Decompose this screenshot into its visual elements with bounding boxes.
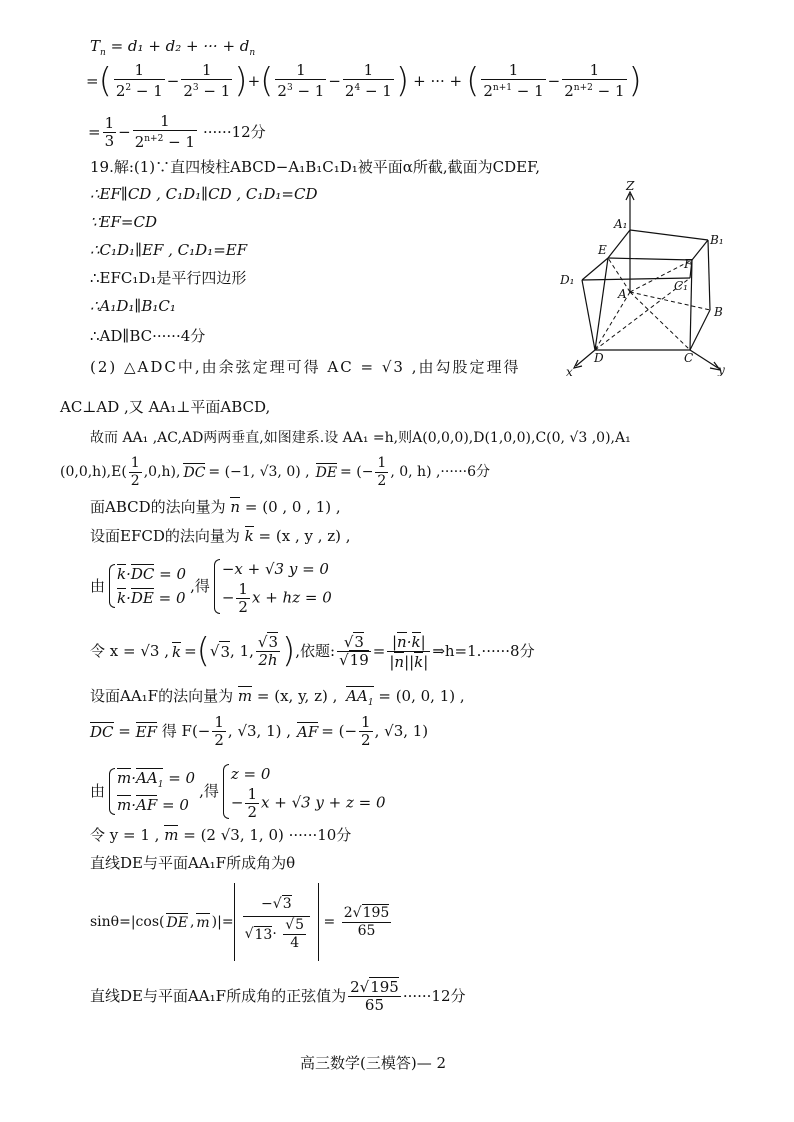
normal-aa1f: 设面AA₁F的法向量为 m = (x, y, z) , $AA_1 = (0$, 0, 1) , [90,686,465,711]
system-1: 由 k·DC = 0 k·DE = 0 ,得 −x + √3 y = 0 − $\frac{1}{2}$ x + hz = 0 [90,558,332,614]
final-result-label: 直线DE与平面AA₁F所成角的正弦值为 [90,987,347,1005]
system-2-prefix: 由 [90,782,106,800]
sine-post: )|= [211,914,234,930]
vector-aa1-value: = (0, 0, 1) , [378,687,465,705]
label-f: F [684,257,693,271]
sum-lhs: T [90,37,101,55]
sum-result-marker: ······12分 [202,123,266,141]
system-1-eq2: x + hz = 0 [251,588,332,606]
sine-computation: sinθ=|cos( DE , m )|= −√3 √ 13 · $\frac{√5}{4}$ = $\frac{2√195}{65}$ [90,880,393,964]
label-b: B [714,305,723,319]
normal-efcd-label: 设面EFCD的法向量为 [90,527,240,545]
label-y: y [718,363,725,376]
label-z: Z [626,180,635,193]
normal-abcd-value: = (0 , 0 , 1) , [244,498,341,516]
q19-line1: ∴EF∥CD , C₁D₁∥CD , C₁D₁=CD [90,185,318,203]
solve-m: 令 y = 1 , m = (2 √3, 1, 0) ······10分 [90,826,352,844]
q19-header: 19.解:(1)∵直四棱柱ABCD−A₁B₁C₁D₁被平面α所截,截面为CDEF, [90,158,540,176]
normal-aa1f-label: 设面AA₁F的法向量为 [90,687,234,705]
q19-line6: ∴AD∥BC······4分 [90,327,206,345]
system-1-mid: ,得 [190,577,210,595]
system-1-eq1: −x + √3 y = 0 [221,559,329,578]
normal-efcd: 设面EFCD的法向量为 k = (x , y , z) , [90,527,351,545]
coord-e-pre: (0,0,h),E( [60,464,127,480]
sum-result-num2: 1 [133,113,197,131]
system-2-mid: ,得 [199,782,219,800]
solve-m-post: = (2 √3, 1, 0) ······10分 [183,826,352,844]
q19-line2: ∵EF=CD [90,213,157,231]
sum-expansion-ellipsis: + ··· + [413,72,463,90]
point-f-post: , √3, 1) , [227,722,292,740]
prism-diagram [560,180,760,376]
label-c: C [684,351,694,365]
label-d: D [594,351,604,365]
q19-part2-d: (0,0,h),E( $\frac{1}{2}$ ,0,h), DC = (−1, √3, 0) , DE = (− $\frac{1}{2}$ , 0, h) ,······6分 [60,454,491,489]
label-e: E [598,243,607,257]
vector-de-pre: = (− [340,464,374,480]
sum-result-den: 3 [104,131,115,150]
q19-line3: ∴C₁D₁∥EF , C₁D₁=EF [90,241,248,259]
coord-e-post: ,0,h), [143,464,181,480]
sum-result: = $\frac{1}{3}$ − $\frac{1}{2^{n+2} - 1}$ ······12分 [88,112,266,151]
solve-h-post: ⇒h=1.······8分 [432,642,535,660]
q19-part2-c: 故而 AA₁ ,AC,AD两两垂直,如图建系.设 AA₁ =h,则A(0,0,0),D(1,0,0),C(0, √3 ,0),A₁ [90,430,631,446]
label-b1: B₁ [710,233,724,247]
q19-line5: ∴A₁D₁∥B₁C₁ [90,297,176,315]
system-2-eq2: x + √3 y + z = 0 [261,793,386,811]
solve-h-mid: ,依题: [295,642,336,660]
angle-definition: 直线DE与平面AA₁F所成角为θ [90,854,296,872]
normal-efcd-value: = (x , y , z) , [258,527,351,545]
prism-coordinate-figure [560,180,760,376]
final-result-marker: ······12分 [402,987,466,1005]
sum-definition: $T_n = d_1 + d_2$ + ··· + $d_n$ [90,37,256,58]
system-2-eq1: z = 0 [230,764,271,783]
normal-aa1f-value: = (x, y, z) , [256,687,338,705]
vector-af-pre: = (− [321,722,358,740]
q19-line4: ∴EFC₁D₁是平行四边形 [90,269,247,287]
page-footer: 高三数学(三模答)— 2 [300,1054,447,1072]
q19-part2-b: AC⊥AD ,又 AA₁⊥平面ABCD, [60,398,271,416]
solve-h: 令 x = √3 , k = ( √ 3 , 1, $\frac{√3}{2h}$ ) ,依题: $\frac{√3}{√19}$ = $\frac{|n\cdot k|}{|n||k|}$ ⇒h=1.······8分 [90,631,535,671]
solve-m-pre: 令 y = 1 , [90,826,160,844]
normal-abcd-label: 面ABCD的法向量为 [90,498,226,516]
vector-dc: = (−1, √3, 0) , [208,464,310,480]
sum-expansion: = ( $\frac{1}{2^2 - 1}$ − $\frac{1}{2^3 - 1}$ ) + ( $\frac{1}{2^3 - 1}$ − $\frac{1}{2^4 - 1}$ ) + ··· + ( $\frac{1}{2^{n+1} - 1}$ − $\frac{1}{2^{n+2} - 1}$ ) [86,61,642,101]
sum-expansion-eq: = [86,72,99,90]
label-x: x [566,365,573,376]
label-a: A [618,287,627,301]
sine-pre: sinθ=|cos( [90,914,165,930]
final-result: 直线DE与平面AA₁F所成角的正弦值为 $\frac{2√195}{65}$ ······12分 [90,977,466,1014]
label-a1: A₁ [614,217,628,231]
normal-abcd: 面ABCD的法向量为 n = (0 , 0 , 1) , [90,498,341,516]
label-c1: C₁ [674,279,688,293]
vector-af-post: , √3, 1) [374,722,429,740]
point-f-pre: 得 F(− [161,722,211,740]
q19-part2-a: (2) △ADC中,由余弦定理可得 AC = √3 ,由勾股定理得 [90,358,521,376]
point-f: DC = EF 得 F(− $\frac{1}{2}$ , √3, 1) , AF = (− $\frac{1}{2}$ , √3, 1) [90,712,429,749]
vector-de-post: , 0, h) ,······6分 [390,464,491,480]
label-d1: D₁ [560,273,575,287]
sum-rhs: = d₁ + d₂ + ··· + d [110,37,250,55]
sum-result-num: 1 [104,113,115,132]
system-1-prefix: 由 [90,577,106,595]
system-2: 由 $m\cdot AA_1 = 0$ m·AF = 0 ,得 z = 0 − $\frac{1}{2}$ x + √3 y + z = 0 [90,763,386,819]
solve-h-pre: 令 x = √3 , [90,642,169,660]
